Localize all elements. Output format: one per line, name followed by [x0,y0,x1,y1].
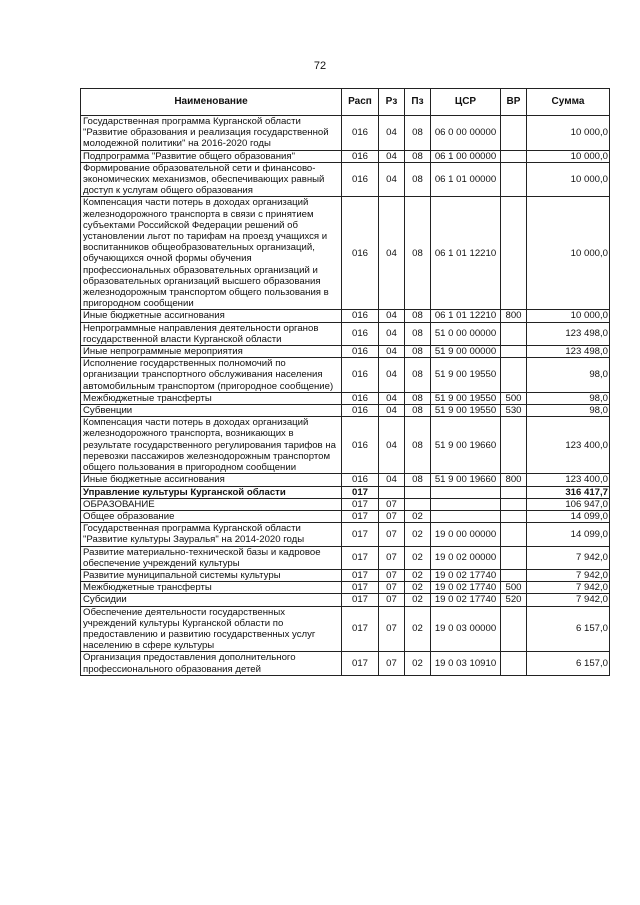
table-row [81,417,610,474]
header-vr: ВР [501,89,527,116]
cell-csr: 19 0 00 00000 [431,523,501,546]
table-row [81,594,610,606]
cell-vr [501,523,527,546]
cell-pz: 08 [405,150,431,162]
cell-vr [501,358,527,393]
cell-name: Обеспечение деятельности государственных учреждений культуры Курганской области по предоставлению и развитию государственных услуг населению в сфере культуры [81,606,342,652]
cell-pz: 08 [405,162,431,197]
cell-rz: 07 [379,606,405,652]
header-csr: ЦСР [431,89,501,116]
cell-name: Межбюджетные трансферты [81,392,342,404]
cell-vr: 800 [501,474,527,486]
cell-rasp: 016 [342,162,379,197]
cell-vr [501,346,527,358]
cell-vr [501,569,527,581]
cell-pz: 02 [405,582,431,594]
cell-rz: 04 [379,197,405,310]
cell-pz: 02 [405,606,431,652]
cell-pz: 08 [405,405,431,417]
cell-csr: 51 9 00 19550 [431,405,501,417]
cell-pz: 08 [405,310,431,322]
cell-name: Управление культуры Курганской области [81,486,342,498]
cell-csr: 19 0 03 10910 [431,652,501,675]
cell-sum: 123 498,0 [527,346,610,358]
table-row [81,346,610,358]
cell-rasp: 016 [342,474,379,486]
cell-pz: 08 [405,392,431,404]
cell-name: Межбюджетные трансферты [81,582,342,594]
cell-name: Компенсация части потерь в доходах организаций железнодорожного транспорта в связи с принятием субъектами Российской Федерации решений об установлении льгот по тарифам на проезд учащихся и воспитанников общеобразовательных организаций, обучающихся очной формы обучения профессиональных образовательных организаций и образовательных организаций высшего образования железнодорожным транспортом общего пользования в пригородном сообщении [81,197,342,310]
cell-sum: 10 000,0 [527,162,610,197]
cell-sum: 10 000,0 [527,310,610,322]
cell-rasp: 017 [342,486,379,498]
cell-pz [405,498,431,510]
cell-sum: 106 947,0 [527,498,610,510]
cell-pz: 08 [405,197,431,310]
cell-pz: 02 [405,546,431,569]
cell-rz: 07 [379,594,405,606]
cell-rz: 04 [379,417,405,474]
table-row [81,606,610,652]
cell-rz: 07 [379,510,405,522]
cell-rasp: 016 [342,322,379,345]
cell-csr: 51 9 00 19550 [431,392,501,404]
table-row [81,197,610,310]
cell-rz: 07 [379,569,405,581]
cell-csr: 51 9 00 19660 [431,474,501,486]
cell-pz: 08 [405,417,431,474]
cell-vr [501,606,527,652]
cell-csr: 19 0 02 17740 [431,569,501,581]
cell-name: ОБРАЗОВАНИЕ [81,498,342,510]
cell-name: Развитие муниципальной системы культуры [81,569,342,581]
cell-csr [431,498,501,510]
cell-rasp: 017 [342,582,379,594]
cell-name: Исполнение государственных полномочий по организации транспортного обслуживания населения автомобильным транспортом (пригородное сообщение) [81,358,342,393]
table-row [81,510,610,522]
cell-rz: 04 [379,322,405,345]
cell-pz: 08 [405,346,431,358]
cell-rasp: 016 [342,346,379,358]
cell-csr: 19 0 03 00000 [431,606,501,652]
cell-rz: 04 [379,150,405,162]
cell-vr [501,197,527,310]
cell-rasp: 016 [342,150,379,162]
cell-vr [501,417,527,474]
cell-name: Иные непрограммные мероприятия [81,346,342,358]
table-row [81,546,610,569]
cell-pz [405,486,431,498]
table-row [81,405,610,417]
cell-csr: 19 0 02 17740 [431,582,501,594]
cell-csr: 06 1 01 12210 [431,197,501,310]
cell-vr [501,510,527,522]
cell-rasp: 017 [342,594,379,606]
cell-rasp: 016 [342,310,379,322]
cell-name: Компенсация части потерь в доходах организаций железнодорожного транспорта, возникающих в результате государственного регулирования тарифов на перевозки пассажиров железнодорожным транспортом общего пользования в пригородном сообщении [81,417,342,474]
cell-pz: 02 [405,523,431,546]
table-row [81,474,610,486]
cell-rz: 04 [379,346,405,358]
header-rasp: Расп [342,89,379,116]
cell-csr [431,486,501,498]
budget-table [80,88,610,676]
cell-csr: 06 1 01 00000 [431,162,501,197]
cell-sum: 7 942,0 [527,546,610,569]
table-row [81,569,610,581]
cell-pz: 08 [405,322,431,345]
cell-name: Общее образование [81,510,342,522]
cell-name: Формирование образовательной сети и финансово-экономических механизмов, обеспечивающих равный доступ к услугам общего образования [81,162,342,197]
cell-rz: 04 [379,358,405,393]
cell-csr: 06 1 01 12210 [431,310,501,322]
cell-csr: 19 0 02 17740 [431,594,501,606]
cell-csr: 06 0 00 00000 [431,116,501,151]
cell-name: Государственная программа Курганской области "Развитие образования и реализация государственной молодежной политики" на 2016-2020 годы [81,116,342,151]
cell-vr: 530 [501,405,527,417]
cell-vr [501,116,527,151]
cell-rasp: 016 [342,417,379,474]
cell-rasp: 016 [342,358,379,393]
cell-pz: 02 [405,652,431,675]
cell-sum: 123 400,0 [527,474,610,486]
cell-vr [501,322,527,345]
cell-csr: 51 9 00 00000 [431,346,501,358]
cell-rasp: 017 [342,510,379,522]
cell-name: Государственная программа Курганской области "Развитие культуры Зауралья" на 2014-2020 годы [81,523,342,546]
header-name: Наименование [81,89,342,116]
cell-pz: 08 [405,474,431,486]
cell-sum: 98,0 [527,358,610,393]
cell-vr [501,150,527,162]
cell-name: Развитие материально-технической базы и кадровое обеспечение учреждений культуры [81,546,342,569]
table-row [81,392,610,404]
table-row [81,150,610,162]
cell-sum: 123 400,0 [527,417,610,474]
cell-vr: 500 [501,582,527,594]
cell-csr: 51 9 00 19660 [431,417,501,474]
cell-csr: 06 1 00 00000 [431,150,501,162]
cell-rasp: 017 [342,523,379,546]
cell-name: Непрограммные направления деятельности органов государственной власти Курганской области [81,322,342,345]
cell-rasp: 016 [342,405,379,417]
cell-sum: 98,0 [527,405,610,417]
cell-sum: 14 099,0 [527,510,610,522]
table-row [81,310,610,322]
cell-sum: 123 498,0 [527,322,610,345]
cell-rz: 07 [379,652,405,675]
cell-pz: 08 [405,358,431,393]
cell-name: Организация предоставления дополнительного профессионального образования детей [81,652,342,675]
cell-rz: 07 [379,523,405,546]
cell-rz: 04 [379,405,405,417]
table-row [81,116,610,151]
table-row [81,358,610,393]
table-row [81,523,610,546]
cell-vr [501,498,527,510]
cell-csr: 51 9 00 19550 [431,358,501,393]
cell-pz: 02 [405,510,431,522]
table-body [81,116,610,676]
table-row [81,162,610,197]
cell-vr [501,162,527,197]
cell-rasp: 017 [342,606,379,652]
cell-name: Подпрограмма "Развитие общего образования" [81,150,342,162]
cell-vr [501,546,527,569]
cell-vr [501,652,527,675]
cell-sum: 10 000,0 [527,150,610,162]
cell-name: Иные бюджетные ассигнования [81,474,342,486]
cell-vr: 800 [501,310,527,322]
cell-csr: 51 0 00 00000 [431,322,501,345]
cell-rz: 04 [379,392,405,404]
cell-name: Субсидии [81,594,342,606]
cell-name: Субвенции [81,405,342,417]
cell-name: Иные бюджетные ассигнования [81,310,342,322]
cell-rz: 07 [379,498,405,510]
cell-sum: 7 942,0 [527,582,610,594]
header-rz: Рз [379,89,405,116]
cell-rasp: 017 [342,569,379,581]
header-pz: Пз [405,89,431,116]
table-row [81,582,610,594]
cell-sum: 7 942,0 [527,569,610,581]
header-row [81,89,610,116]
cell-rz: 07 [379,582,405,594]
cell-sum: 10 000,0 [527,116,610,151]
cell-rasp: 016 [342,116,379,151]
cell-sum: 10 000,0 [527,197,610,310]
cell-vr [501,486,527,498]
table-row [81,322,610,345]
cell-sum: 6 157,0 [527,606,610,652]
cell-rasp: 016 [342,392,379,404]
cell-sum: 7 942,0 [527,594,610,606]
cell-rasp: 017 [342,652,379,675]
cell-rz: 04 [379,310,405,322]
cell-rz: 04 [379,474,405,486]
cell-pz: 02 [405,594,431,606]
cell-rasp: 016 [342,197,379,310]
header-sum: Сумма [527,89,610,116]
cell-rz: 07 [379,546,405,569]
cell-csr [431,510,501,522]
cell-pz: 08 [405,116,431,151]
table-row [81,486,610,498]
cell-rz [379,486,405,498]
table-row [81,498,610,510]
cell-sum: 98,0 [527,392,610,404]
cell-sum: 6 157,0 [527,652,610,675]
cell-sum: 316 417,7 [527,486,610,498]
cell-pz: 02 [405,569,431,581]
cell-rasp: 017 [342,498,379,510]
cell-sum: 14 099,0 [527,523,610,546]
cell-vr: 520 [501,594,527,606]
cell-csr: 19 0 02 00000 [431,546,501,569]
table-row [81,652,610,675]
cell-rz: 04 [379,162,405,197]
page-number: 72 [313,60,327,72]
cell-rasp: 017 [342,546,379,569]
cell-vr: 500 [501,392,527,404]
cell-rz: 04 [379,116,405,151]
